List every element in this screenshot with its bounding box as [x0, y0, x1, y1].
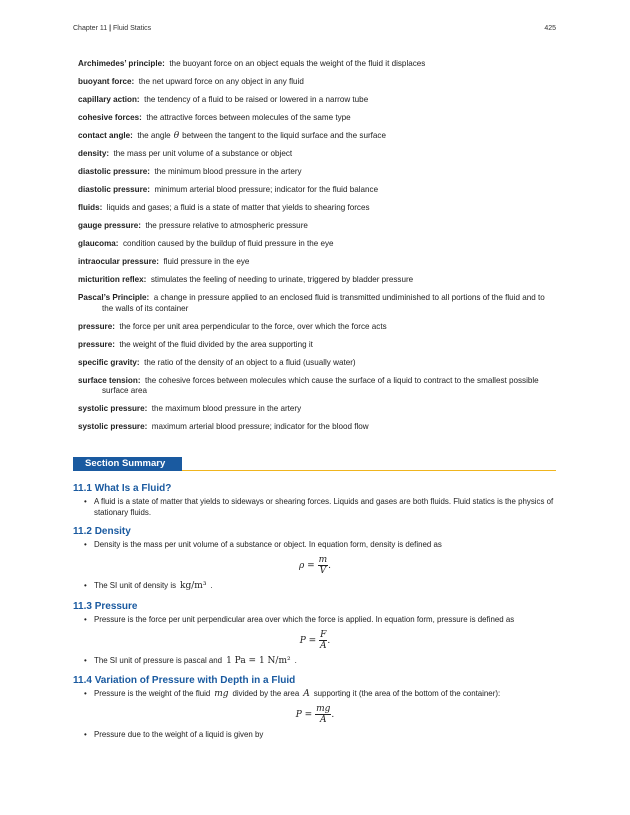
- glossary-definition: the tendency of a fluid to be raised or lowered in a narrow tube: [144, 95, 369, 104]
- equation-fraction: [318, 555, 329, 576]
- glossary-entry: [78, 77, 558, 88]
- glossary-entry: [78, 185, 558, 196]
- bullet-icon: •: [84, 729, 87, 739]
- section-heading: 11.1 What Is a Fluid?: [73, 483, 172, 494]
- glossary-entry: [78, 167, 558, 178]
- glossary-term: micturition reflex:: [78, 275, 147, 284]
- bullet-text: The SI unit of density is: [94, 580, 177, 590]
- glossary-definition: fluid pressure in the eye: [163, 257, 250, 266]
- equation-lhs: P =: [295, 709, 313, 720]
- theta-symbol: θ: [173, 131, 180, 141]
- glossary-entry: [78, 113, 558, 124]
- glossary-term: systolic pressure:: [78, 404, 148, 413]
- chapter-number: Chapter 11: [73, 25, 108, 32]
- section-summary-title: Section Summary: [73, 457, 182, 471]
- glossary-definition: maximum arterial blood pressure; indicator for the blood flow: [151, 422, 369, 431]
- glossary-term: diastolic pressure:: [78, 185, 150, 194]
- section-summary-header: [73, 457, 556, 471]
- section-heading: 11.3 Pressure: [73, 601, 138, 612]
- glossary-entry: [78, 293, 558, 314]
- bullet-item: [73, 615, 557, 626]
- bullet-list: [73, 730, 557, 741]
- glossary-entry: [78, 95, 558, 106]
- bullet-icon: •: [84, 497, 87, 506]
- bullet-text: Density is the mass per unit volume of a substance or object. In equation form, density is defined as: [94, 540, 442, 549]
- glossary-entry: [78, 422, 558, 433]
- glossary-definition: the buoyant force on an object equals the weight of the fluid it displaces: [169, 59, 426, 68]
- pressure-equation: [73, 630, 557, 651]
- fraction-numerator: m: [318, 554, 328, 565]
- running-header: [73, 25, 556, 37]
- glossary-term: cohesive forces:: [78, 113, 142, 122]
- area-symbol: A: [303, 689, 310, 699]
- glossary-entry: [78, 257, 558, 268]
- fraction-numerator: F: [320, 629, 327, 640]
- bullet-list: [73, 497, 557, 518]
- glossary-definition: a change in pressure applied to an enclosed fluid is transmitted undiminished to all portions of the fluid and to the walls of its container: [102, 293, 545, 313]
- glossary-definition: the net upward force on any object in any fluid: [138, 77, 304, 86]
- bullet-item: [73, 689, 557, 700]
- glossary-term: intraocular pressure:: [78, 257, 159, 266]
- glossary-definition: stimulates the feeling of needing to urinate, triggered by bladder pressure: [150, 275, 414, 284]
- bullet-text: Pressure is the force per unit perpendicular area over which the force is applied. In equation form, pressure is defined as: [94, 615, 515, 624]
- bullet-text-post: supporting it (the area of the bottom of the container):: [313, 689, 501, 698]
- glossary-definition: the attractive forces between molecules of the same type: [146, 113, 351, 122]
- glossary-definition: the cohesive forces between molecules which cause the surface of a liquid to contract to the smallest possible surface area: [102, 375, 539, 395]
- bullet-text: Pressure due to the weight of a liquid is given by: [94, 729, 264, 739]
- glossary-entry: [78, 376, 558, 397]
- glossary-definition: the pressure relative to atmospheric pressure: [145, 221, 308, 230]
- glossary-entry: [78, 322, 558, 333]
- summary-section-11-4: [73, 674, 557, 740]
- glossary-definition: the ratio of the density of an object to a fluid (usually water): [144, 357, 356, 367]
- glossary-term: Pascal’s Principle:: [78, 293, 150, 302]
- bullet-text: The SI unit of pressure is pascal and: [94, 655, 223, 665]
- fraction-numerator: mg: [316, 703, 331, 714]
- summary-section-11-1: [73, 482, 557, 518]
- glossary-term: Archimedes’ principle:: [78, 59, 165, 68]
- bullet-text: Pressure is the weight of the fluid: [94, 689, 211, 698]
- bullet-item: [73, 540, 557, 551]
- bullet-list: [73, 581, 557, 592]
- glossary-definition: minimum arterial blood pressure; indicator for the fluid balance: [154, 185, 379, 194]
- glossary-term: fluids:: [78, 203, 103, 212]
- fraction-denominator: V: [319, 565, 327, 576]
- bullet-end: .: [210, 580, 213, 590]
- bullet-icon: •: [84, 689, 87, 698]
- chapter-title: Fluid Statics: [113, 25, 152, 32]
- glossary-term: pressure:: [78, 339, 115, 349]
- section-heading: 11.4 Variation of Pressure with Depth in a Fluid: [73, 675, 296, 686]
- glossary-definition-cont: between the tangent to the liquid surface and the surface: [182, 131, 386, 140]
- summary-section-11-3: [73, 600, 557, 666]
- bullet-icon: •: [84, 580, 87, 590]
- glossary-entry: [78, 59, 558, 70]
- glossary-definition: the weight of the fluid divided by the area supporting it: [119, 339, 313, 349]
- glossary-term: specific gravity:: [78, 357, 140, 367]
- mg-symbol: mg: [214, 689, 229, 699]
- glossary-entry: [78, 221, 558, 232]
- glossary-term: pressure:: [78, 321, 115, 331]
- bullet-list: [73, 540, 557, 551]
- glossary-term: diastolic pressure:: [78, 167, 150, 176]
- glossary-definition: the minimum blood pressure in the artery: [154, 167, 302, 176]
- glossary-entry: [78, 358, 558, 369]
- glossary-entry: [78, 239, 558, 250]
- glossary-entry: [78, 404, 558, 415]
- glossary-term: contact angle:: [78, 131, 133, 140]
- glossary-entry: [78, 275, 558, 286]
- summary-section-11-2: [73, 525, 557, 591]
- page-number: 425: [544, 25, 556, 32]
- glossary-term: gauge pressure:: [78, 221, 141, 230]
- density-unit: kg/m³: [180, 580, 207, 591]
- pressure-unit: 1 Pa = 1 N/m²: [226, 655, 291, 666]
- glossary-term: systolic pressure:: [78, 422, 148, 431]
- density-equation: [73, 555, 557, 576]
- glossary-entry: [78, 149, 558, 160]
- header-divider: |: [109, 25, 112, 32]
- glossary-definition: the maximum blood pressure in the artery: [151, 404, 302, 413]
- bullet-end: .: [294, 655, 297, 665]
- glossary-term: density:: [78, 149, 110, 158]
- bullet-icon: •: [84, 615, 87, 624]
- glossary-term: capillary action:: [78, 95, 140, 104]
- bullet-list: [73, 656, 557, 667]
- equation-end: .: [328, 560, 331, 571]
- bullet-icon: •: [84, 540, 87, 549]
- equation-lhs: ρ =: [299, 560, 315, 571]
- glossary-definition: the angle: [137, 131, 171, 140]
- equation-end: .: [331, 709, 335, 720]
- equation-lhs: P =: [299, 635, 317, 646]
- bullet-item: [73, 730, 557, 741]
- fraction-denominator: A: [319, 640, 327, 651]
- glossary-term: glaucoma:: [78, 239, 119, 248]
- bullet-item: [73, 581, 557, 592]
- glossary-term: buoyant force:: [78, 77, 135, 86]
- glossary-list: [78, 59, 558, 440]
- bullet-text-mid: divided by the area: [232, 689, 300, 698]
- glossary-entry: [78, 340, 558, 351]
- chapter-label: [73, 25, 151, 32]
- glossary-definition: condition caused by the buildup of fluid pressure in the eye: [122, 239, 334, 248]
- bullet-icon: •: [84, 655, 87, 665]
- equation-end: .: [327, 635, 331, 646]
- pressure-weight-equation: [73, 704, 557, 725]
- glossary-entry: [78, 203, 558, 214]
- glossary-definition: the force per unit area perpendicular to the force, over which the force acts: [119, 321, 387, 331]
- bullet-list: [73, 615, 557, 626]
- glossary-definition: liquids and gases; a fluid is a state of matter that yields to shearing forces: [106, 203, 370, 212]
- section-summary-rule: [182, 470, 556, 472]
- glossary-entry: [78, 131, 558, 142]
- bullet-list: [73, 689, 557, 700]
- glossary-term: surface tension:: [78, 375, 141, 385]
- bullet-item: [73, 497, 557, 518]
- bullet-text: A fluid is a state of matter that yields to sideways or shearing forces. Liquids and gases are both fluids. Fluid statics is the physics of stationary fluids.: [94, 497, 554, 517]
- section-heading: 11.2 Density: [73, 526, 131, 537]
- bullet-item: [73, 656, 557, 667]
- glossary-definition: the mass per unit volume of a substance or object: [113, 149, 293, 158]
- fraction-denominator: A: [319, 714, 327, 725]
- equation-fraction: [315, 704, 331, 725]
